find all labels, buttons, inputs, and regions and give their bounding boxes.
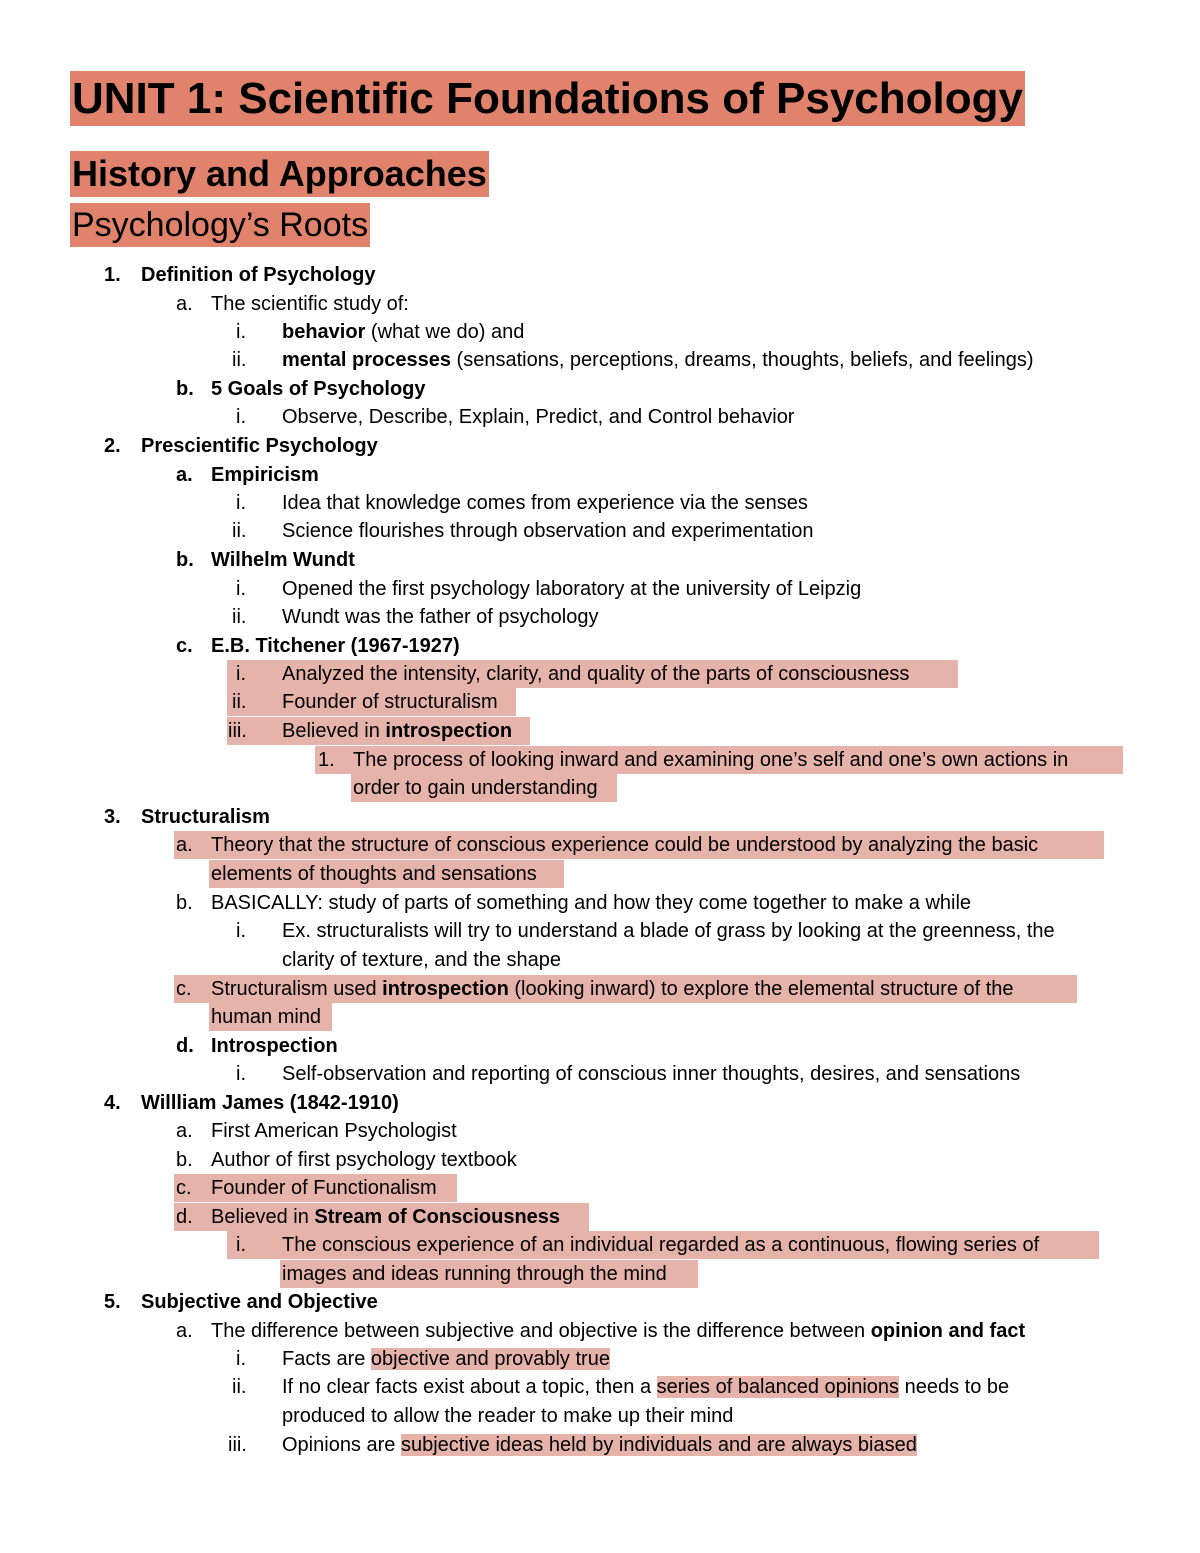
list-item-text: Analyzed the intensity, clarity, and quality of the parts of consciousness [282,663,910,685]
list-marker: a. [176,464,193,486]
list-item-text: clarity of texture, and the shape [282,949,562,971]
list-marker: i. [236,920,246,942]
list-item-text: Willliam James (1842-1910) [141,1092,399,1114]
list-marker: i. [236,1348,246,1370]
list-marker: 1. [318,749,335,771]
list-marker: iii. [228,720,247,742]
list-item-text: human mind [211,1006,322,1028]
list-marker: a. [176,1320,193,1342]
list-item-text: E.B. Titchener (1967-1927) [211,635,460,657]
list-item-text: The process of looking inward and examining one’s self and one’s own actions in [353,749,1069,771]
list-item-text: order to gain understanding [353,777,598,799]
list-item-text: Idea that knowledge comes from experience via the senses [282,492,808,514]
list-item-text: Opinions are subjective ideas held by individuals and are always biased [282,1434,917,1456]
list-marker: a. [176,834,193,856]
list-item-text: If no clear facts exist about a topic, then a series of balanced opinions needs to be [282,1376,1010,1398]
list-item-text: Introspection [211,1035,338,1057]
list-item-text: Theory that the structure of conscious experience could be understood by analyzing the basic [211,834,1039,856]
list-item-text: Founder of structuralism [282,691,498,713]
list-item-text: Believed in introspection [282,720,513,742]
list-marker: i. [236,406,246,428]
list-item-text: behavior (what we do) and [282,321,525,343]
list-item-text: The scientific study of: [211,293,409,315]
list-marker: c. [176,635,193,657]
list-item-text: Prescientific Psychology [141,435,378,457]
list-item-text: produced to allow the reader to make up their mind [282,1405,734,1427]
page-title: UNIT 1: Scientific Foundations of Psychology [70,71,1025,126]
list-marker: 1. [104,264,121,286]
list-item-text: Definition of Psychology [141,264,376,286]
list-marker: a. [176,1120,193,1142]
list-marker: d. [176,1035,194,1057]
list-item-text: 5 Goals of Psychology [211,378,426,400]
list-item-text: Structuralism used introspection (looking inward) to explore the elemental structure of the [211,978,1014,1000]
list-marker: iii. [228,1434,247,1456]
list-item-text: Ex. structuralists will try to understand a blade of grass by looking at the greenness, the [282,920,1055,942]
list-item-text: Wilhelm Wundt [211,549,355,571]
list-marker: i. [236,1234,246,1256]
list-marker: ii. [232,349,247,371]
list-item-text: Structuralism [141,806,270,828]
list-marker: 3. [104,806,121,828]
text-highlight: subjective ideas held by individuals and are always biased [400,1434,917,1456]
list-item-text: Wundt was the father of psychology [282,606,599,628]
list-marker: i. [236,578,246,600]
list-item-text: Observe, Describe, Explain, Predict, and Control behavior [282,406,795,428]
list-marker: b. [176,892,193,914]
list-item-text: Empiricism [211,464,319,486]
list-item-text: Opened the first psychology laboratory at the university of Leipzig [282,578,862,600]
list-item-text: Science flourishes through observation and experimentation [282,520,814,542]
list-item-text: Founder of Functionalism [211,1177,437,1199]
list-marker: ii. [232,606,247,628]
list-marker: ii. [232,1376,247,1398]
list-item-text: BASICALLY: study of parts of something and how they come together to make a while [211,892,972,914]
list-item-text: The difference between subjective and objective is the difference between opinion and fact [211,1320,1026,1342]
list-marker: b. [176,549,194,571]
list-marker: i. [236,492,246,514]
list-item-text: Self-observation and reporting of conscious inner thoughts, desires, and sensations [282,1063,1021,1085]
list-item-text: Author of first psychology textbook [211,1149,517,1171]
list-marker: ii. [232,691,247,713]
list-marker: b. [176,1149,193,1171]
list-marker: i. [236,663,246,685]
text-highlight: series of balanced opinions [656,1376,900,1398]
list-item-text: elements of thoughts and sensations [211,863,537,885]
list-item-text: Facts are objective and provably true [282,1348,610,1370]
list-item-text: Believed in Stream of Consciousness [211,1206,561,1228]
list-item-text: images and ideas running through the mind [282,1263,667,1285]
list-item-text: Subjective and Objective [141,1291,378,1313]
text-highlight: objective and provably true [370,1348,610,1370]
list-marker: c. [176,978,192,1000]
list-item-text: The conscious experience of an individual regarded as a continuous, flowing series of [282,1234,1040,1256]
list-marker: c. [176,1177,192,1199]
list-marker: ii. [232,520,247,542]
list-item-text: First American Psychologist [211,1120,457,1142]
list-marker: 4. [104,1092,121,1114]
list-marker: 5. [104,1291,121,1313]
list-item-text: mental processes (sensations, perceptions, dreams, thoughts, beliefs, and feelings) [282,349,1034,371]
list-marker: i. [236,1063,246,1085]
list-marker: 2. [104,435,121,457]
list-marker: i. [236,321,246,343]
subsection-heading: Psychology’s Roots [70,203,370,247]
list-marker: d. [176,1206,193,1228]
section-heading: History and Approaches [70,151,489,197]
list-marker: a. [176,293,193,315]
list-marker: b. [176,378,194,400]
